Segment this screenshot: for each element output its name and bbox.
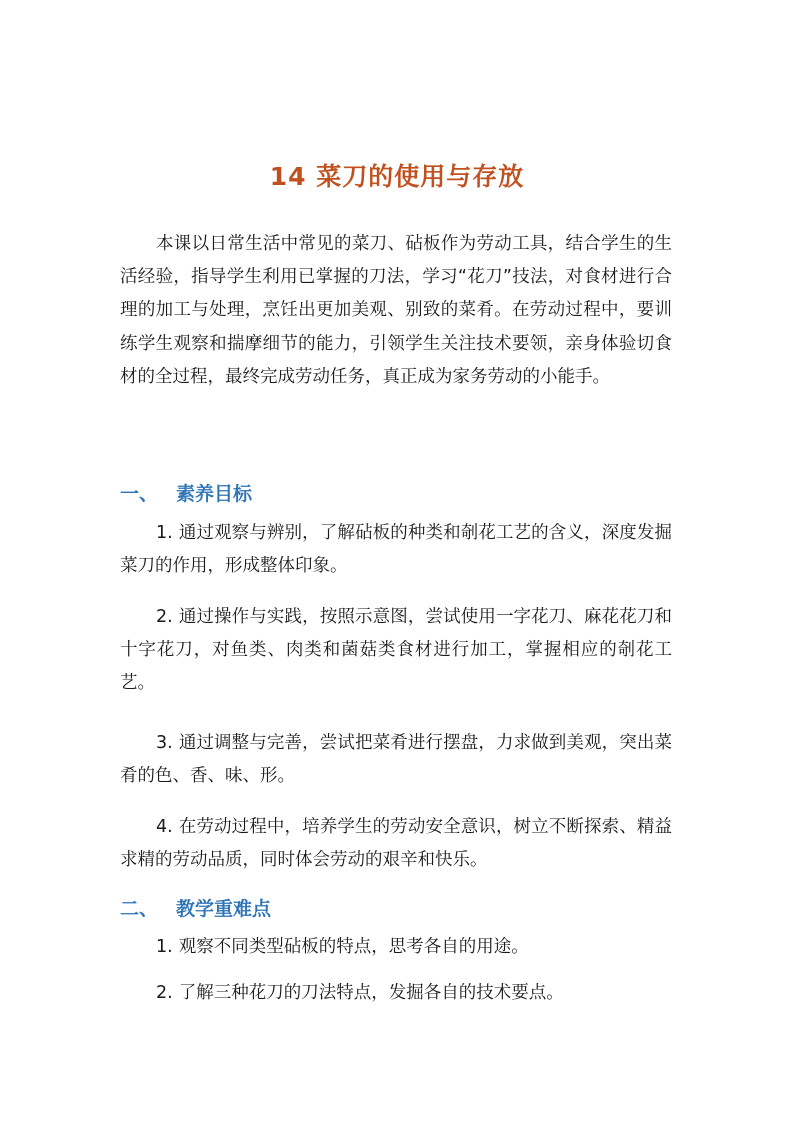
list-item [120,977,672,1010]
item-text: 观察不同类型砧板的特点，思考各自的用途。 [178,937,529,957]
section-title: 教学重难点 [176,898,272,920]
item-number: 1. [156,523,173,543]
item-number: 4. [156,817,173,837]
page-title: 14 菜刀的使用与存放 [269,161,525,191]
section-heading-key-points [120,895,271,923]
section-title: 素养目标 [176,483,253,505]
section-number: 一、 [120,483,159,505]
item-text: 通过操作与实践，按照示意图，尝试使用一字花刀、麻花花刀和十字花刀，对鱼类、肉类和菌菇类食材进行加工，掌握相应的剞花工艺。 [120,607,672,694]
list-item [120,811,672,877]
intro-paragraph: 本课以日常生活中常见的菜刀、砧板作为劳动工具，结合学生的生活经验，指导学生利用已掌握的刀法，学习“花刀”技法，对食材进行合理的加工与处理，烹饪出更加美观、别致的菜肴。在劳动过程中，要训练学生观察和揣摩细节的能力，引领学生关注技术要领，亲身体验切食材的全过程，最终完成劳动任务，真正成为家务劳动的小能手。 [120,234,672,387]
item-number: 3. [156,733,173,753]
item-number: 1. [156,937,173,957]
section-heading-goals [120,480,252,508]
item-text: 通过观察与辨别，了解砧板的种类和剞花工艺的含义，深度发掘菜刀的作用，形成整体印象。 [120,523,672,577]
item-text: 了解三种花刀的刀法特点，发掘各自的技术要点。 [178,983,564,1003]
item-number: 2. [156,983,173,1003]
item-text: 在劳动过程中，培养学生的劳动安全意识，树立不断探索、精益求精的劳动品质，同时体会劳动的艰辛和快乐。 [120,817,672,871]
list-item [120,601,672,701]
list-item [120,727,672,793]
item-text: 通过调整与完善，尝试把菜肴进行摆盘，力求做到美观，突出菜肴的色、香、味、形。 [120,733,672,787]
list-item [120,931,672,964]
item-number: 2. [156,607,173,627]
list-item [120,517,672,583]
section-number: 二、 [120,898,159,920]
